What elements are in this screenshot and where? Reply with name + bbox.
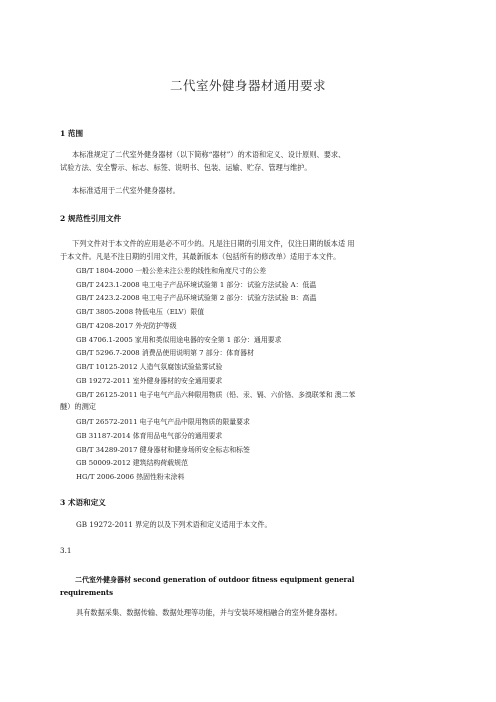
reference-item: GB/T 5296.7-2008 消费品使用说明第 7 部分：体育器材 [76, 349, 254, 357]
reference-item: GB 50009-2012 建筑结构荷载规范 [76, 459, 188, 467]
terms-intro: GB 19272-2011 界定的以及下列术语和定义适用于本文件。 [76, 520, 272, 529]
reference-item: GB 4706.1-2005 家用和类似用途电器的安全第 1 部分：通用要求 [76, 336, 282, 344]
reference-item: GB/T 34289-2017 健身器材和健身场所安全标志和标签 [76, 446, 250, 454]
scope-paragraph-line-2: 试验方法、安全警示、标志、标签、说明书、包装、运输、贮存、管理与维护。 [60, 163, 312, 172]
scope-paragraph-line-1: 本标准规定了二代室外健身器材（以下简称“器材”）的术语和定义、设计原则、要求、 [72, 150, 346, 159]
reference-item: GB/T 26125-2011 电子电气产品六种限用物质（铅、汞、镉、六价铬、多溴联苯和 澳二苯 [76, 391, 356, 399]
references-intro-line-2: 于本文件。凡是不注日期的引用文件，其最新版本（包括所有的修改单）适用于本文件。 [60, 252, 341, 261]
references-intro-line-1: 下列文件对于本文件的应用是必不可少的。凡是注日期的引用文件，仅注日期的版本适 用 [72, 239, 355, 248]
subsection-number: 3.1 [60, 546, 72, 555]
section-1-heading: 1 范围 [60, 129, 84, 138]
reference-item: GB/T 2423.1-2008 电工电子产品环境试验第 1 部分：试验方法试验 A：低温 [76, 281, 317, 289]
reference-item-continuation: 醚）的测定 [60, 402, 96, 411]
section-2-heading: 2 规范性引用文件 [60, 214, 122, 223]
reference-item: GB 19272-2011 室外健身器材的安全通用要求 [76, 377, 223, 385]
document-title: 二代室外健身器材通用要求 [169, 78, 326, 93]
reference-item: GB/T 1804-2000 一般公差未注公差的线性和角度尺寸的公差 [76, 267, 267, 275]
reference-item: GB/T 10125-2012 人造气氛腐蚀试验盐雾试验 [76, 363, 223, 371]
scope-applicability: 本标准适用于二代室外健身器材。 [72, 186, 180, 195]
reference-item: GB/T 3805-2008 特低电压（ELV）限值 [76, 308, 205, 316]
reference-item: GB 31187-2014 体育用品电气部分的通用要求 [76, 432, 223, 440]
term-title-line-2: requirements [60, 588, 114, 597]
reference-item: HG/T 2006-2006 热固性粉末涂料 [76, 473, 185, 481]
section-3-heading: 3 术语和定义 [60, 498, 106, 507]
reference-item: GB/T 4208-2017 外壳防护等级 [76, 322, 177, 330]
reference-item: GB/T 2423.2-2008 电工电子产品环境试验第 2 部分：试验方法试验 B：高温 [76, 294, 317, 302]
term-definition: 具有数据采集、数据传输、数据处理等功能，并与安装环境相融合的室外健身器材。 [76, 608, 342, 617]
reference-item: GB/T 26572-2011 电子电气产品中限用物质的限量要求 [76, 418, 250, 426]
term-title-line-1: 二代室外健身器材 second generation of outdoor fitness equipment general [75, 575, 355, 584]
